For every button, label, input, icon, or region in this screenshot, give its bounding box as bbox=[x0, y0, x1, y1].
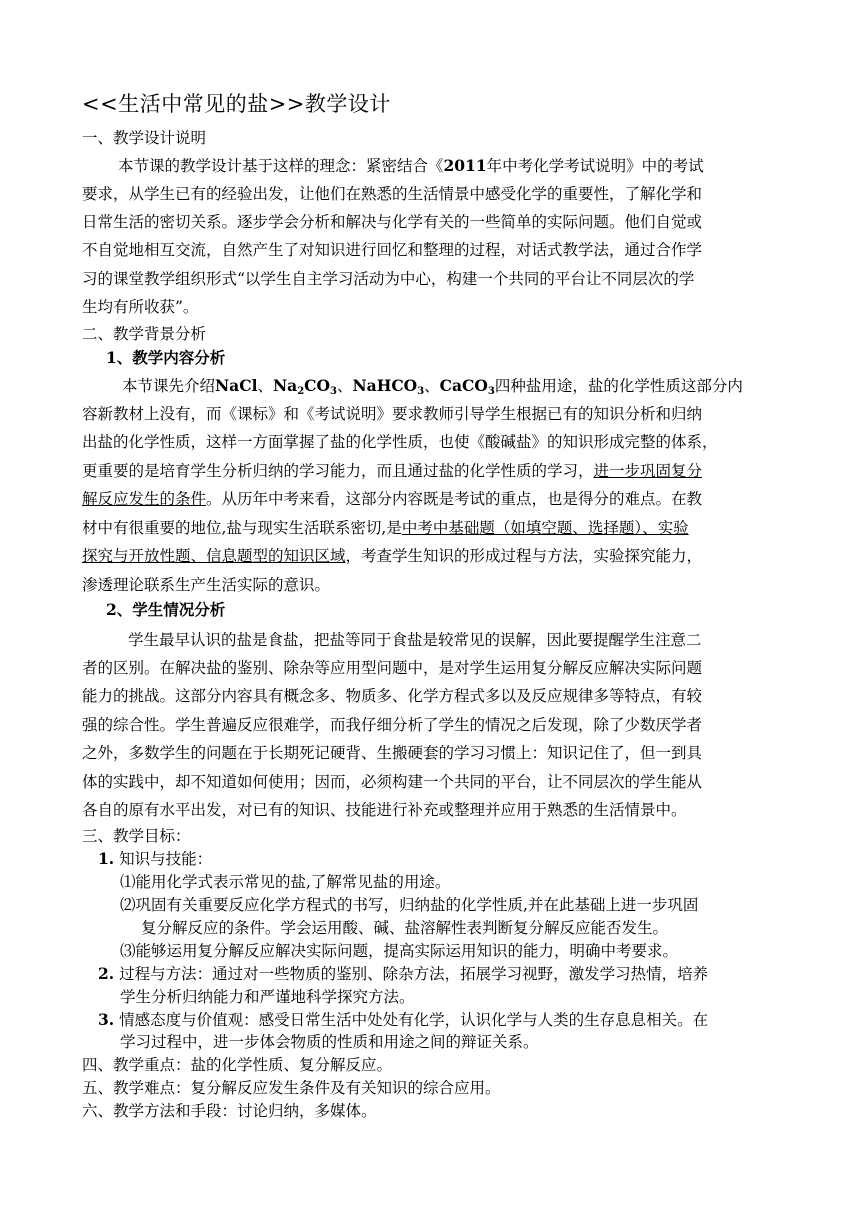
list-number: 3. bbox=[98, 1010, 115, 1029]
text-run: 年中考化学考试说明》中的考试 bbox=[486, 157, 704, 175]
document-title: <<生活中常见的盐>>教学设计 bbox=[82, 92, 391, 116]
section-1-heading: 一、教学设计说明 bbox=[82, 129, 207, 147]
text-run: 、 bbox=[424, 377, 440, 395]
section-1-line-4: 不自觉地相互交流，自然产生了对知识进行回忆和整理的过程，对话式教学法，通过合作学 bbox=[82, 241, 703, 259]
content-analysis-line-2: 容新教材上没有，而《课标》和《考试说明》要求教师引导学生根据已有的知识分析和归纳 bbox=[82, 405, 703, 423]
text-run: 、 bbox=[257, 377, 273, 395]
goal-1-item-1: ⑴能用化学式表示常见的盐,了解常见盐的用途。 bbox=[120, 873, 451, 891]
goal-3 bbox=[98, 1010, 708, 1030]
content-analysis-line-1 bbox=[122, 376, 743, 396]
underlined-text: 探究与开放性题、信息题型的知识区域 bbox=[82, 547, 346, 565]
section-1-line-2: 要求，从学生已有的经验出发，让他们在熟悉的生活情景中感受化学的重要性，了解化学和 bbox=[82, 185, 703, 203]
goal-3-cont: 学习过程中，进一步体会物质的性质和用途之间的辩证关系。 bbox=[120, 1033, 539, 1051]
content-analysis-line-8: 渗透理论联系生产生活实际的意识。 bbox=[82, 576, 331, 594]
goal-1-item-2: ⑵巩固有关重要反应化学方程式的书写，归纳盐的化学性质,并在此基础上进一步巩固 bbox=[120, 896, 699, 914]
formula-caco3: CaCO$_3$ bbox=[439, 376, 495, 397]
student-analysis-line-7: 各自的原有水平出发，对已有的知识、技能进行补充或整理并应用于熟悉的生活情景中。 bbox=[82, 801, 687, 819]
text-run: 四种盐用途，盐的化学性质这部分内 bbox=[494, 377, 743, 395]
content-analysis-line-3: 出盐的化学性质，这样一方面掌握了盐的化学性质，也使《酸碱盐》的知识形成完整的体系， bbox=[82, 433, 718, 451]
text-run: 更重要的是培育学生分析归纳的学习能力，而且通过盐的化学性质的学习， bbox=[82, 462, 594, 480]
section-2-heading: 二、教学背景分析 bbox=[82, 325, 207, 343]
underlined-text: 中考中基础题（如填空题、选择题）、实验 bbox=[401, 519, 689, 537]
student-analysis-line-6: 体的实践中，却不知道如何使用；因而，必须构建一个共同的平台，让不同层次的学生能从 bbox=[82, 773, 703, 791]
student-analysis-line-1: 学生最早认识的盐是食盐，把盐等同于食盐是较常见的误解，因此要提醒学生注意二 bbox=[128, 631, 702, 649]
text-run: 、 bbox=[336, 377, 353, 395]
text-run: ，考查学生知识的形成过程与方法，实验探究能力， bbox=[345, 547, 703, 565]
section-6-methods: 六、教学方法和手段：讨论归纳，多媒体。 bbox=[82, 1102, 377, 1120]
student-analysis-line-3: 能力的挑战。这部分内容具有概念多、物质多、化学方程式多以及反应规律多等特点，有较 bbox=[82, 687, 703, 705]
section-1-line-5: 习的课堂教学组织形式“以学生自主学习活动为中心，构建一个共同的平台让不同层次的学 bbox=[82, 270, 695, 288]
text-run: 知识与技能： bbox=[119, 850, 213, 868]
list-number: 1. bbox=[98, 849, 115, 868]
content-analysis-line-5 bbox=[82, 489, 702, 509]
section-1-line-1 bbox=[118, 156, 704, 176]
text-run: 材中有很重要的地位,盐与现实生活联系密切,是 bbox=[82, 519, 402, 537]
student-analysis-line-2: 者的区别。在解决盐的鉴别、除杂等应用型问题中，是对学生运用复分解反应解决实际问题 bbox=[82, 659, 703, 677]
goal-2-cont: 学生分析归纳能力和严谨地科学探究方法。 bbox=[120, 988, 415, 1006]
content-analysis-line-4 bbox=[82, 461, 702, 481]
formula-nahco3: NaHCO$_3$ bbox=[352, 376, 425, 397]
goal-1-title bbox=[98, 849, 212, 869]
section-5-difficulties: 五、教学难点：复分解反应发生条件及有关知识的综合应用。 bbox=[82, 1079, 501, 1097]
subsection-student-analysis: 2、学生情况分析 bbox=[106, 600, 226, 619]
content-analysis-line-6 bbox=[82, 518, 689, 538]
subsection-content-analysis: 1、教学内容分析 bbox=[106, 348, 226, 367]
content-analysis-line-7 bbox=[82, 546, 702, 566]
goal-2 bbox=[98, 964, 708, 984]
underlined-text: 进一步巩固复分 bbox=[593, 462, 703, 480]
text-run: 过程与方法：通过对一些物质的鉴别、除杂方法，拓展学习视野，激发学习热情，培养 bbox=[119, 965, 709, 983]
student-analysis-line-4: 强的综合性。学生普遍反应很难学，而我仔细分析了学生的情况之后发现，除了少数厌学者 bbox=[82, 716, 703, 734]
text-run: 。从历年中考来看，这部分内容既是考试的重点，也是得分的难点。在教 bbox=[206, 490, 703, 508]
formula-na2co3: $Na_2CO_3$ bbox=[272, 376, 337, 397]
goal-1-item-2-cont: 复分解反应的条件。学会运用酸、碱、盐溶解性表判断复分解反应能否发生。 bbox=[141, 919, 669, 937]
goal-1-item-3: ⑶能够运用复分解反应解决实际问题，提高实际运用知识的能力，明确中考要求。 bbox=[120, 942, 679, 960]
list-number: 2. bbox=[98, 964, 115, 983]
section-1-line-3: 日常生活的密切关系。逐步学会分析和解决与化学有关的一些简单的实际问题。他们自觉或 bbox=[82, 213, 703, 231]
formula-nacl: NaCl bbox=[215, 376, 258, 395]
section-4-key-points: 四、教学重点：盐的化学性质、复分解反应。 bbox=[82, 1056, 393, 1074]
underlined-text: 解反应发生的条件 bbox=[82, 490, 207, 508]
year-text: 2011 bbox=[443, 156, 487, 175]
text-run: 本节课先介绍 bbox=[122, 377, 216, 395]
text-run: 本节课的教学设计基于这样的理念：紧密结合《 bbox=[118, 157, 444, 175]
section-1-line-6: 生均有所收获”。 bbox=[82, 298, 199, 316]
text-run: 情感态度与价值观：感受日常生活中处处有化学，认识化学与人类的生存息息相关。在 bbox=[119, 1011, 709, 1029]
student-analysis-line-5: 之外，多数学生的问题在于长期死记硬背、生搬硬套的学习习惯上：知识记住了，但一到具 bbox=[82, 744, 703, 762]
section-3-heading: 三、教学目标： bbox=[82, 827, 191, 845]
